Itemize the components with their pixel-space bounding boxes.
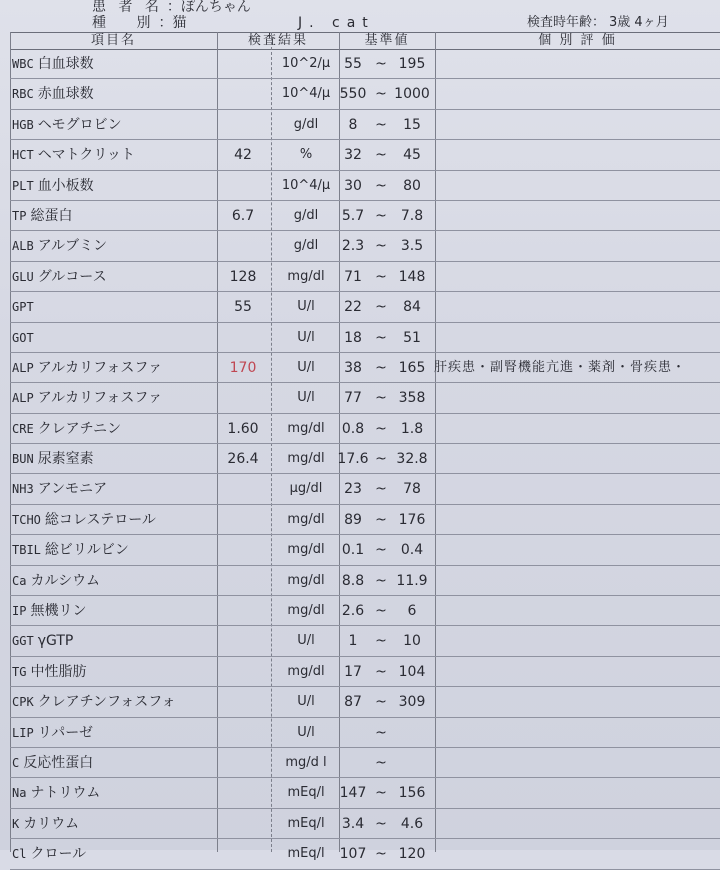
reference-low: 550 [339, 86, 367, 103]
unit: U/l [297, 329, 315, 345]
unit: U/l [297, 724, 315, 740]
reference-low: 17.6 [337, 451, 369, 468]
reference-low: 1 [348, 633, 358, 650]
unit: mg/dl [287, 268, 325, 284]
item-name-cell [12, 359, 162, 377]
unit: 10^4/μ [281, 86, 331, 102]
item-name: 白血球数 [37, 56, 94, 72]
evaluation-text: 肝疾患・副腎機能亢進・薬剤・骨疾患・ [434, 359, 687, 375]
table-row [10, 110, 720, 140]
item-name-cell [12, 663, 86, 681]
table-row [10, 444, 720, 474]
item-abbr: HGB [12, 117, 34, 132]
reference-tilde: ~ [375, 86, 387, 103]
item-name: アルカリフォスファ [37, 359, 163, 376]
table-row [10, 201, 720, 231]
table-row [10, 323, 720, 353]
patient-id: J. cat [298, 15, 375, 31]
item-name-cell [12, 85, 94, 103]
table-row [10, 474, 720, 504]
item-name: アルブミン [37, 238, 108, 255]
item-abbr: GLU [12, 269, 34, 284]
reference-tilde: ~ [375, 238, 387, 255]
reference-tilde: ~ [375, 420, 387, 437]
reference-high: 32.8 [396, 451, 428, 468]
reference-high: 6 [407, 603, 417, 620]
results-table [10, 32, 720, 863]
reference-low: 0.1 [341, 542, 365, 559]
item-name: ヘモグロビン [37, 116, 122, 133]
table-row [10, 353, 720, 383]
reference-tilde: ~ [375, 116, 387, 133]
item-name-cell [12, 146, 135, 164]
table-header [10, 32, 720, 50]
reference-tilde: ~ [375, 754, 387, 771]
table-row [10, 718, 720, 748]
reference-high: 0.4 [400, 542, 424, 559]
item-name-cell [12, 480, 107, 498]
reference-high: 358 [398, 390, 426, 407]
item-name-cell [12, 237, 107, 255]
reference-high: 51 [403, 329, 421, 346]
reference-low: 8 [348, 116, 358, 133]
col-header-item: 項目名 [90, 33, 136, 48]
item-abbr: NH3 [12, 482, 34, 497]
reference-tilde: ~ [375, 633, 387, 650]
item-name-cell [12, 724, 93, 742]
age-value: 3歳 4ヶ月 [609, 15, 669, 30]
unit: mg/dl [287, 420, 325, 436]
reference-low: 38 [344, 359, 362, 376]
item-name-cell [12, 815, 79, 833]
reference-low: 0.8 [341, 420, 365, 437]
unit: g/dl [293, 116, 319, 132]
reference-tilde: ~ [375, 603, 387, 620]
item-name-cell [12, 177, 94, 195]
patient-name-label: 患 者 名 [92, 0, 163, 15]
reference-tilde: ~ [375, 511, 387, 528]
item-name-cell [12, 541, 129, 559]
item-name-cell [12, 420, 121, 438]
table-row [10, 748, 720, 778]
item-name: 血小板数 [37, 177, 94, 194]
reference-tilde: ~ [375, 299, 387, 316]
result-value: 55 [234, 299, 252, 316]
reference-high: 104 [398, 663, 426, 680]
table-row [10, 262, 720, 292]
patient-name-line [92, 0, 251, 15]
unit: mg/dl [287, 572, 325, 588]
item-name: カルシウム [30, 572, 100, 589]
item-abbr: TCHO [12, 512, 41, 527]
unit: U/l [297, 390, 315, 406]
reference-high: 11.9 [396, 572, 428, 589]
item-abbr: CPK [12, 695, 34, 710]
reference-tilde: ~ [375, 572, 387, 589]
item-name: 総コレステロール [44, 511, 156, 528]
unit: mEq/l [287, 785, 325, 801]
reference-low: 87 [344, 694, 362, 711]
item-name-cell [12, 602, 86, 620]
table-row [10, 231, 720, 261]
item-name-cell [12, 207, 72, 225]
unit: 10^4/μ [281, 177, 331, 193]
unit: % [299, 147, 313, 163]
table-row [10, 566, 720, 596]
col-header-result: 検査結果 [247, 33, 308, 48]
reference-low: 2.6 [341, 603, 365, 620]
species-label: 種 別 [92, 15, 155, 31]
item-abbr: HCT [12, 148, 34, 163]
unit: U/l [297, 299, 315, 315]
result-value: 1.60 [227, 420, 259, 437]
table-row [10, 687, 720, 717]
species-line [92, 15, 186, 31]
unit: mg/dl [287, 663, 325, 679]
item-abbr: LIP [12, 725, 34, 740]
reference-tilde: ~ [375, 542, 387, 559]
reference-tilde: ~ [375, 390, 387, 407]
reference-high: 15 [403, 116, 421, 133]
item-abbr: TP [12, 208, 27, 223]
item-abbr: K [12, 816, 20, 831]
item-name-cell [12, 845, 86, 863]
table-row [10, 414, 720, 444]
species-value: ：猫 [158, 15, 187, 31]
table-row [10, 596, 720, 626]
item-name-cell [12, 55, 94, 73]
item-name: クレアチンフォスフォ [37, 694, 176, 711]
unit: 10^2/μ [281, 56, 331, 71]
item-name: 反応性蛋白 [23, 754, 94, 771]
reference-tilde: ~ [375, 451, 387, 468]
patient-name-value: ：ぽんちゃん [166, 0, 251, 15]
reference-high: 156 [398, 785, 426, 802]
reference-high: 1000 [394, 86, 430, 103]
item-abbr: Na [12, 786, 27, 801]
item-abbr: PLT [12, 178, 34, 193]
item-name-cell [12, 329, 38, 347]
item-abbr: GPT [12, 300, 34, 315]
table-row [10, 839, 720, 869]
unit: g/dl [293, 238, 319, 254]
reference-low: 2.3 [341, 238, 365, 255]
reference-tilde: ~ [375, 329, 387, 346]
item-abbr: ALP [12, 391, 34, 406]
reference-tilde: ~ [375, 663, 387, 680]
reference-low: 77 [344, 390, 362, 407]
unit: mg/dl [287, 451, 325, 467]
item-abbr: CRE [12, 421, 34, 436]
unit: U/l [297, 359, 315, 375]
item-name: ナトリウム [30, 785, 101, 802]
reference-tilde: ~ [375, 846, 387, 863]
table-row [10, 626, 720, 656]
result-value: 26.4 [227, 451, 259, 468]
item-name: 総ビリルビン [44, 542, 129, 559]
reference-low: 107 [339, 846, 367, 863]
reference-tilde: ~ [375, 785, 387, 802]
reference-low: 147 [339, 785, 367, 802]
reference-low: 55 [344, 56, 362, 72]
table-row [10, 292, 720, 322]
table-row [10, 79, 720, 109]
reference-low: 89 [344, 511, 362, 528]
table-row [10, 657, 720, 687]
item-name: 無機リン [30, 603, 87, 620]
unit: g/dl [293, 207, 319, 223]
reference-high: 165 [398, 359, 426, 376]
reference-tilde: ~ [375, 359, 387, 376]
unit: U/l [297, 633, 315, 649]
table-row [10, 49, 720, 79]
table-row [10, 809, 720, 839]
result-value: 42 [234, 147, 252, 164]
item-name: カリウム [23, 815, 80, 832]
reference-tilde: ~ [375, 724, 387, 741]
reference-high: 84 [403, 299, 421, 316]
item-abbr: GOT [12, 330, 34, 345]
col-header-reference: 基準値 [364, 33, 410, 48]
reference-low: 8.8 [341, 572, 365, 589]
reference-low: 3.4 [341, 815, 365, 832]
col-header-evaluation: 個 別 評 価 [538, 33, 617, 48]
item-name: アルカリフォスファ [37, 390, 163, 407]
item-name: クロール [30, 846, 87, 863]
item-abbr: IP [12, 604, 27, 619]
reference-high: 7.8 [400, 207, 424, 224]
reference-tilde: ~ [375, 56, 387, 72]
item-name-cell [12, 511, 156, 529]
table-row [10, 505, 720, 535]
reference-tilde: ~ [375, 147, 387, 164]
item-abbr: Ca [12, 573, 27, 588]
reference-high: 1.8 [400, 420, 424, 437]
item-name-cell [12, 754, 93, 772]
reference-tilde: ~ [375, 694, 387, 711]
item-abbr: GGT [12, 634, 34, 649]
table-row [10, 171, 720, 201]
item-abbr: TBIL [12, 543, 41, 558]
reference-high: 78 [403, 481, 421, 498]
table-row [10, 778, 720, 808]
unit: mEq/l [287, 815, 325, 831]
reference-tilde: ~ [375, 207, 387, 224]
reference-low: 18 [344, 329, 362, 346]
item-abbr: WBC [12, 57, 34, 71]
reference-high: 120 [398, 846, 426, 863]
item-abbr: RBC [12, 87, 34, 102]
table-row [10, 535, 720, 565]
reference-high: 195 [398, 56, 426, 72]
item-name-cell [12, 572, 100, 590]
reference-low: 30 [344, 177, 362, 194]
reference-low: 32 [344, 147, 362, 164]
item-name: 赤血球数 [37, 86, 94, 103]
item-abbr: TG [12, 664, 27, 679]
unit: mg/d l [285, 754, 327, 770]
reference-high: 80 [403, 177, 421, 194]
age-label: 検査時年齢： [527, 15, 606, 30]
result-value: 6.7 [231, 207, 255, 224]
unit: mg/dl [287, 603, 325, 619]
unit: μg/dl [289, 481, 323, 497]
reference-high: 4.6 [400, 815, 424, 832]
item-name: 総蛋白 [30, 207, 73, 224]
reference-high: 176 [398, 511, 426, 528]
item-name: クレアチニン [37, 420, 122, 437]
item-name-cell [12, 298, 38, 316]
unit: mg/dl [287, 542, 325, 558]
reference-low: 23 [344, 481, 362, 498]
reference-tilde: ~ [375, 177, 387, 194]
result-value: 170 [229, 359, 257, 376]
item-name: 中性脂肪 [30, 663, 87, 680]
unit: mg/dl [287, 511, 325, 527]
item-name-cell [12, 389, 162, 407]
age-line [527, 15, 669, 31]
table-row [10, 383, 720, 413]
reference-high: 309 [398, 694, 426, 711]
item-name-cell [12, 268, 107, 286]
reference-tilde: ~ [375, 815, 387, 832]
reference-high: 3.5 [400, 238, 424, 255]
item-name: リパーゼ [37, 724, 93, 741]
unit: mEq/l [287, 846, 325, 862]
item-name: γGTP [37, 633, 74, 650]
reference-low: 5.7 [341, 207, 365, 224]
reference-tilde: ~ [375, 268, 387, 285]
item-abbr: ALB [12, 239, 34, 254]
reference-high: 45 [403, 147, 421, 164]
item-name: ヘマトクリット [37, 147, 135, 164]
result-value: 128 [229, 268, 257, 285]
item-name-cell [12, 450, 94, 468]
item-abbr: ALP [12, 360, 34, 375]
item-abbr: C [12, 755, 20, 770]
reference-high: 148 [398, 268, 426, 285]
item-name: グルコース [37, 268, 107, 285]
item-name-cell [12, 116, 122, 134]
item-name: 尿素窒素 [37, 451, 94, 468]
item-name-cell [12, 693, 176, 711]
reference-low: 71 [344, 268, 362, 285]
reference-tilde: ~ [375, 481, 387, 498]
item-name: アンモニア [37, 481, 108, 498]
item-abbr: Cl [12, 847, 27, 862]
reference-low: 17 [344, 663, 362, 680]
item-abbr: BUN [12, 452, 34, 467]
item-name-cell [12, 632, 73, 650]
table-body [10, 49, 720, 870]
unit: U/l [297, 694, 315, 710]
reference-low: 22 [344, 299, 362, 316]
reference-high: 10 [403, 633, 421, 650]
table-row [10, 140, 720, 170]
item-name-cell [12, 784, 100, 802]
